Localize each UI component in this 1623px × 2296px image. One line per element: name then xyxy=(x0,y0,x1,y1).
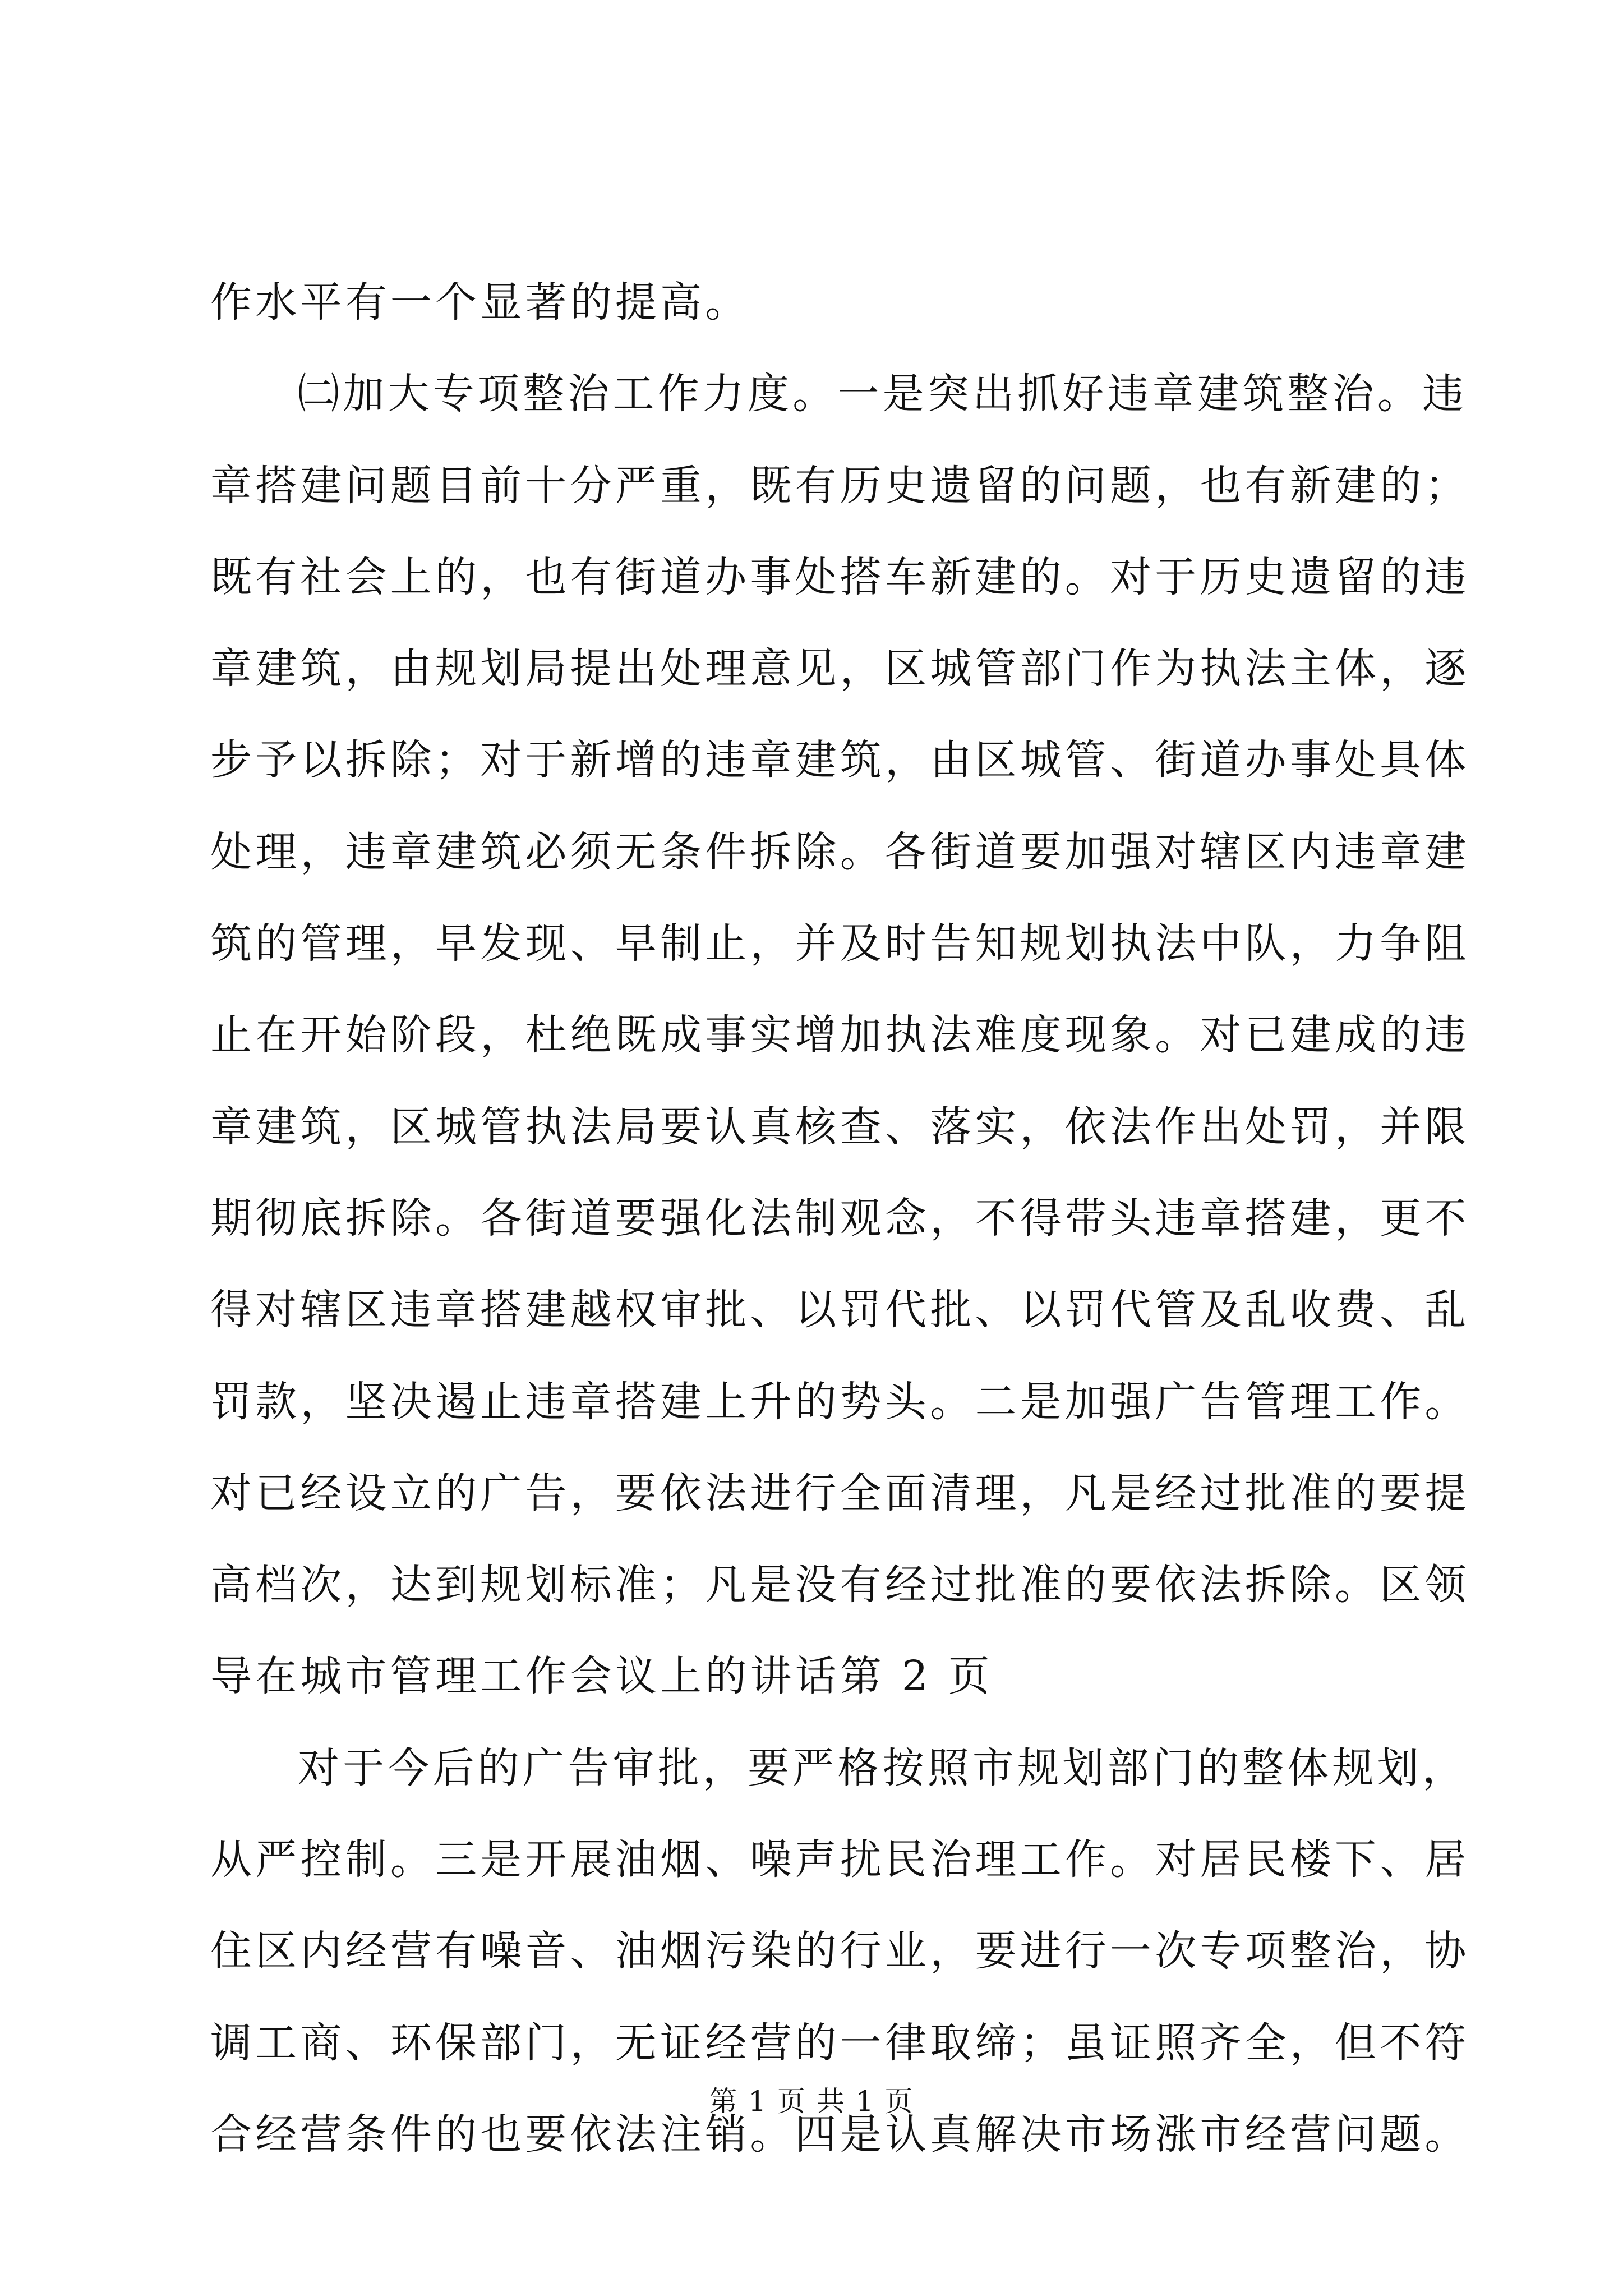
text-line: 章搭建问题目前十分严重，既有历史遗留的问题，也有新建的； xyxy=(210,461,1470,510)
text-line: 罚款，坚决遏止违章搭建上升的势头。二是加强广告管理工作。 xyxy=(210,1377,1470,1426)
text-line: 筑的管理，早发现、早制止，并及时告知规划执法中队，力争阻 xyxy=(210,919,1470,968)
text-line: 既有社会上的，也有街道办事处搭车新建的。对于历史遗留的违 xyxy=(210,553,1470,601)
text-line: 合经营条件的也要依法注销。四是认真解决市场涨市经营问题。 xyxy=(210,2110,1470,2159)
text-line: 对于今后的广告审批，要严格按照市规划部门的整体规划， xyxy=(298,1743,1468,1792)
text-line: 从严控制。三是开展油烟、噪声扰民治理工作。对居民楼下、居 xyxy=(210,1835,1470,1884)
text-line: 高档次，达到规划标准；凡是没有经过批准的要依法拆除。区领 xyxy=(210,1561,1470,1609)
text-line: 得对辖区违章搭建越权审批、以罚代批、以罚代管及乱收费、乱 xyxy=(210,1286,1470,1335)
text-line: 调工商、环保部门，无证经营的一律取缔；虽证照齐全，但不符 xyxy=(210,2018,1470,2067)
document-body xyxy=(210,257,1470,2180)
text-line: 期彻底拆除。各街道要强化法制观念，不得带头违章搭建，更不 xyxy=(210,1194,1470,1243)
page-footer: 第 1 页 共 1 页 xyxy=(709,2085,914,2118)
text-line: 章建筑，由规划局提出处理意见，区城管部门作为执法主体，逐 xyxy=(210,645,1470,693)
text-line: 对已经设立的广告，要依法进行全面清理，凡是经过批准的要提 xyxy=(210,1469,1470,1517)
text-line: 止在开始阶段，杜绝既成事实增加执法难度现象。对已建成的违 xyxy=(210,1011,1470,1060)
text-line: 作水平有一个显著的提高。 xyxy=(210,278,750,326)
text-line: 导在城市管理工作会议上的讲话第 2 页 xyxy=(210,1652,993,1701)
text-line: 处理，违章建筑必须无条件拆除。各街道要加强对辖区内违章建 xyxy=(210,827,1470,876)
text-line: ㈡加大专项整治工作力度。一是突出抓好违章建筑整治。违 xyxy=(298,370,1468,418)
text-line: 步予以拆除；对于新增的违章建筑，由区城管、街道办事处具体 xyxy=(210,736,1470,785)
text-line: 章建筑，区城管执法局要认真核查、落实，依法作出处罚，并限 xyxy=(210,1102,1470,1151)
text-line: 住区内经营有噪音、油烟污染的行业，要进行一次专项整治，协 xyxy=(210,1927,1470,1976)
